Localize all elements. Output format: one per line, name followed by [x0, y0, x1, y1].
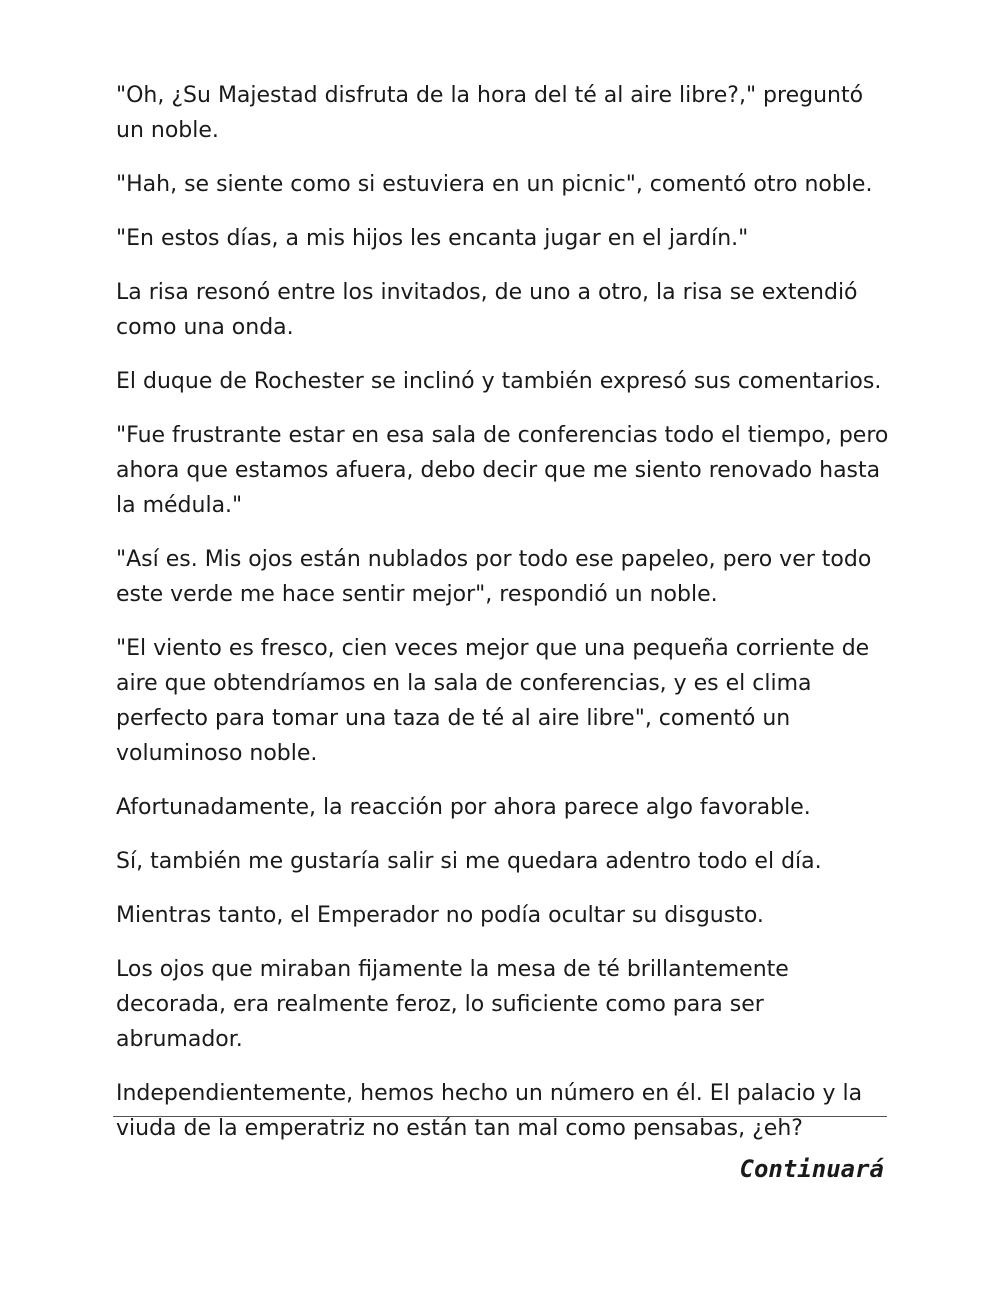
- paragraph: "Así es. Mis ojos están nublados por todo ese papeleo, pero ver todo este verde me hace sentir mejor", respondió un noble.: [116, 547, 872, 607]
- paragraph: La risa resonó entre los invitados, de uno a otro, la risa se extendió como una onda.: [116, 280, 858, 340]
- paragraph: "En estos días, a mis hijos les encanta jugar en el jardín.": [116, 226, 749, 251]
- horizontal-divider: [113, 1116, 887, 1117]
- paragraph: "Fue frustrante estar en esa sala de conferencias todo el tiempo, pero ahora que estamos afuera, debo decir que me siento renovado hasta la médula.": [116, 423, 889, 518]
- document-body: [116, 78, 896, 1165]
- continue-label: Continuará: [739, 1155, 884, 1183]
- paragraph: Mientras tanto, el Emperador no podía ocultar su disgusto.: [116, 903, 764, 928]
- paragraph: "Oh, ¿Su Majestad disfruta de la hora del té al aire libre?," preguntó un noble.: [116, 83, 864, 143]
- paragraph: Los ojos que miraban fijamente la mesa de té brillantemente decorada, era realmente feroz, lo suficiente como para ser abrumador.: [116, 957, 789, 1052]
- paragraph: "El viento es fresco, cien veces mejor que una pequeña corriente de aire que obtendríamos en la sala de conferencias, y es el clima perfecto para tomar una taza de té al aire libre", comentó un voluminoso noble.: [116, 636, 870, 766]
- paragraph: Sí, también me gustaría salir si me quedara adentro todo el día.: [116, 849, 822, 874]
- paragraph: El duque de Rochester se inclinó y también expresó sus comentarios.: [116, 369, 882, 394]
- paragraph: Independientemente, hemos hecho un número en él. El palacio y la viuda de la emperatriz no están tan mal como pensabas, ¿eh?: [116, 1081, 863, 1141]
- paragraph: "Hah, se siente como si estuviera en un picnic", comentó otro noble.: [116, 172, 873, 197]
- paragraph: Afortunadamente, la reacción por ahora parece algo favorable.: [116, 795, 811, 820]
